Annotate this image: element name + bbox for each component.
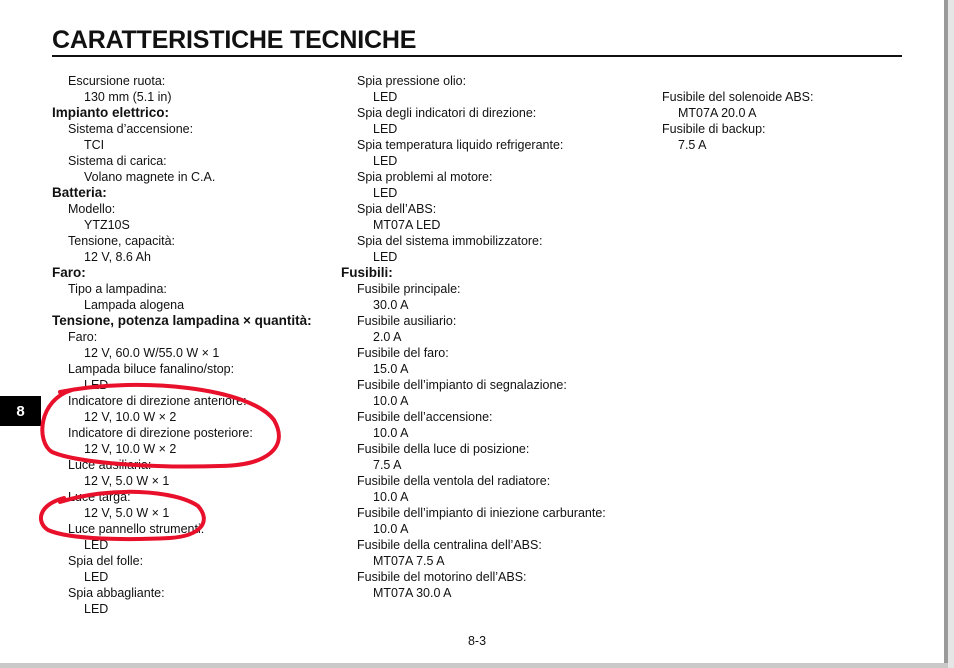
spec-label: Spia problemi al motore: — [357, 170, 493, 184]
spec-label: Luce ausiliaria: — [68, 458, 152, 472]
viewer-frame-right-inner — [948, 0, 954, 668]
spec-heading: Faro: — [52, 265, 86, 280]
spec-value: LED — [84, 602, 109, 616]
spec-heading: Tensione, potenza lampadina × quantità: — [52, 313, 312, 328]
spec-value: TCI — [84, 138, 105, 152]
spec-label: Fusibile dell’impianto di iniezione carburante: — [357, 506, 606, 520]
spec-label: Tensione, capacità: — [68, 234, 176, 248]
spec-value: 130 mm (5.1 in) — [84, 90, 172, 104]
spec-value: 30.0 A — [373, 298, 409, 312]
spec-label: Spia del folle: — [68, 554, 144, 568]
spec-value: LED — [373, 186, 398, 200]
spec-label: Fusibile principale: — [357, 282, 461, 296]
spec-label: Indicatore di direzione anteriore: — [68, 394, 247, 408]
spec-heading — [646, 73, 813, 89]
spec-label: Luce pannello strumenti: — [68, 522, 205, 536]
spec-column-3 — [646, 73, 813, 153]
spec-value: LED — [373, 154, 398, 168]
spec-heading: Fusibili: — [341, 265, 393, 280]
spec-value: 12 V, 60.0 W/55.0 W × 1 — [84, 346, 220, 360]
spec-label: Fusibile della luce di posizione: — [357, 442, 530, 456]
spec-label: Tipo a lampadina: — [68, 282, 167, 296]
spec-label: Lampada biluce fanalino/stop: — [68, 362, 235, 376]
spec-value: Volano magnete in C.A. — [84, 170, 216, 184]
spec-label: Fusibile ausiliario: — [357, 314, 457, 328]
spec-value: 12 V, 10.0 W × 2 — [84, 442, 177, 456]
spec-label: Escursione ruota: — [68, 74, 166, 88]
spec-column-1 — [52, 73, 312, 617]
spec-value: LED — [84, 378, 109, 392]
spec-value: MT07A 7.5 A — [373, 554, 445, 568]
spec-value: 10.0 A — [373, 426, 409, 440]
spec-label: Faro: — [68, 330, 98, 344]
spec-value: LED — [373, 122, 398, 136]
spec-value: 2.0 A — [373, 330, 402, 344]
spec-value: 7.5 A — [678, 138, 707, 152]
spec-label: Fusibile del motorino dell’ABS: — [357, 570, 527, 584]
spec-label: Spia dell’ABS: — [357, 202, 437, 216]
spec-label: Spia del sistema immobilizzatore: — [357, 234, 543, 248]
spec-value: 10.0 A — [373, 394, 409, 408]
spec-value: MT07A LED — [373, 218, 441, 232]
spec-label: Spia pressione olio: — [357, 74, 467, 88]
chapter-tab: 8 — [0, 396, 41, 426]
spec-value: YTZ10S — [84, 218, 130, 232]
spec-value: 12 V, 5.0 W × 1 — [84, 506, 170, 520]
spec-label: Fusibile della centralina dell’ABS: — [357, 538, 542, 552]
spec-label: Fusibile del solenoide ABS: — [662, 90, 814, 104]
spec-column-2 — [341, 73, 606, 601]
spec-label: Fusibile di backup: — [662, 122, 766, 136]
spec-value: 12 V, 10.0 W × 2 — [84, 410, 177, 424]
spec-value: 10.0 A — [373, 522, 409, 536]
spec-value: MT07A 20.0 A — [678, 106, 757, 120]
page-title: CARATTERISTICHE TECNICHE — [52, 26, 417, 54]
page-number: 8-3 — [467, 634, 487, 648]
spec-heading: Impianto elettrico: — [52, 105, 170, 120]
spec-label: Spia temperatura liquido refrigerante: — [357, 138, 564, 152]
spec-label: Luce targa: — [68, 490, 131, 504]
spec-heading: Batteria: — [52, 185, 107, 200]
title-rule — [52, 55, 902, 57]
spec-label: Fusibile del faro: — [357, 346, 449, 360]
spec-value: 7.5 A — [373, 458, 402, 472]
spec-value: LED — [373, 90, 398, 104]
spec-label: Sistema di carica: — [68, 154, 167, 168]
spec-value: 10.0 A — [373, 490, 409, 504]
spec-label: Fusibile della ventola del radiatore: — [357, 474, 551, 488]
spec-value: LED — [84, 538, 109, 552]
spec-label: Spia degli indicatori di direzione: — [357, 106, 537, 120]
spec-label: Fusibile dell’accensione: — [357, 410, 493, 424]
spec-label: Spia abbagliante: — [68, 586, 165, 600]
spec-value: LED — [373, 250, 398, 264]
spec-label: Sistema d’accensione: — [68, 122, 194, 136]
viewer-frame-bottom — [0, 663, 948, 668]
spec-value: 15.0 A — [373, 362, 409, 376]
spec-value: MT07A 30.0 A — [373, 586, 452, 600]
spec-label: Modello: — [68, 202, 116, 216]
spec-value: Lampada alogena — [84, 298, 185, 312]
spec-value: 12 V, 5.0 W × 1 — [84, 474, 170, 488]
spec-label: Indicatore di direzione posteriore: — [68, 426, 253, 440]
spec-label: Fusibile dell’impianto di segnalazione: — [357, 378, 567, 392]
spec-value: 12 V, 8.6 Ah — [84, 250, 151, 264]
spec-value: LED — [84, 570, 109, 584]
